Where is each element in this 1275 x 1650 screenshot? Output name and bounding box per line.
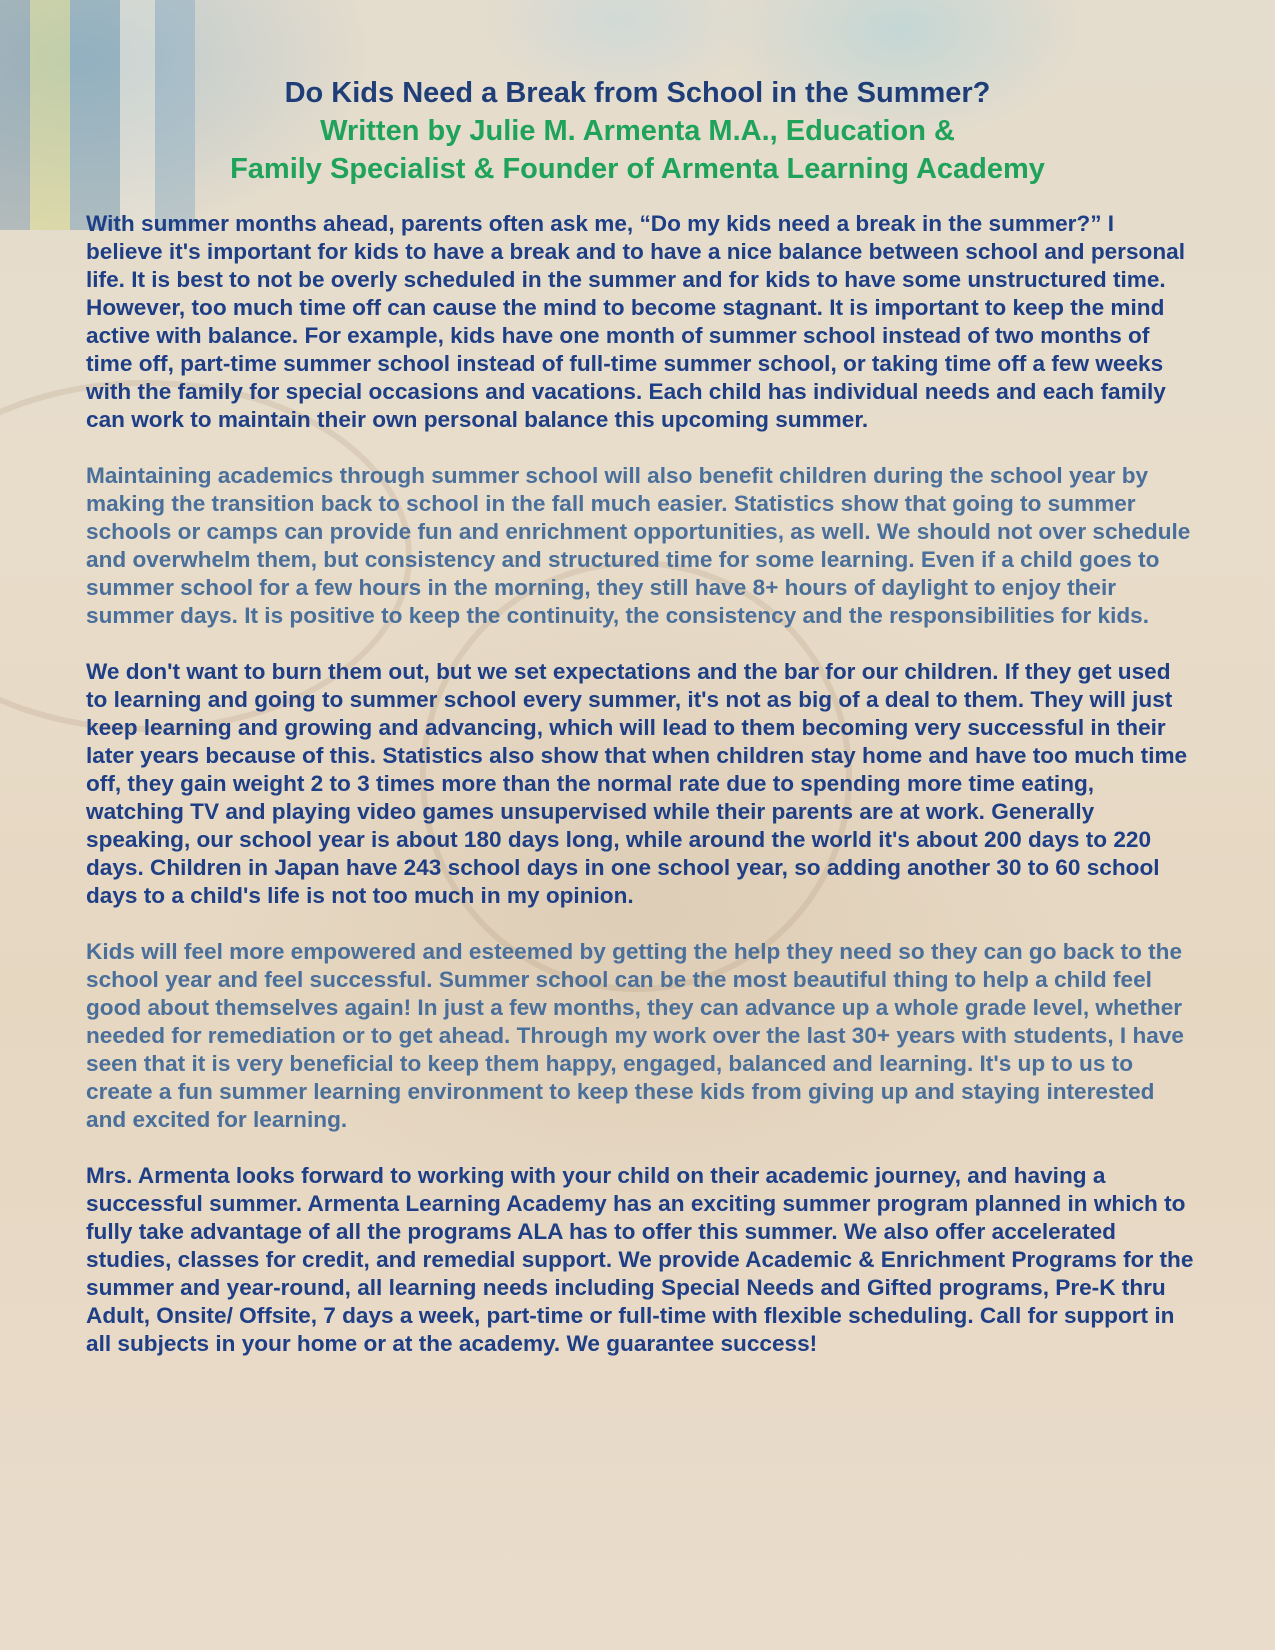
paragraph: Kids will feel more empowered and esteemed by getting the help they need so they can go back to the school year and feel successful. Summer school can be the most beautiful thing to help a child feel good about themselves again! In just a few months, they can advance up a whole grade level, whether needed for remediation or to get ahead. Through my work over the last 30+ years with students, I have seen that it is very beneficial to keep them happy, engaged, balanced and learning. It's up to us to create a fun summer learning environment to keep these kids from giving up and staying interested and excited for learning. (86, 939, 1184, 1132)
paragraph: Maintaining academics through summer school will also benefit children during the school year by making the transition back to school in the fall much easier. Statistics show that going to summer schools or camps can provide fun and enrichment opportunities, as well. We should not over schedule and overwhelm them, but consistency and structured time for some learning. Even if a child goes to summer school for a few hours in the morning, they still have 8+ hours of daylight to enjoy their summer days. It is positive to keep the continuity, the consistency and the responsibilities for kids. (86, 463, 1191, 628)
paragraph: With summer months ahead, parents often ask me, “Do my kids need a break in the summer?” I believe it's important for kids to have a break and to have a nice balance between school and personal life. It is best to not be overly scheduled in the summer and for kids to have some unstructured time. However, too much time off can cause the mind to become stagnant. It is important to keep the mind active with balance. For example, kids have one month of summer school instead of two months of time off, part-time summer school instead of full-time summer school, or taking time off a few weeks with the family for special occasions and vacations. Each child has individual needs and each family can work to maintain their own personal balance this upcoming summer. (86, 211, 1185, 432)
article-body (86, 210, 1196, 1386)
paragraph: Mrs. Armenta looks forward to working with your child on their academic journey, and having a successful summer. Armenta Learning Academy has an exciting summer program planned in which to fully take advantage of all the programs ALA has to offer this summer. We also offer accelerated studies, classes for credit, and remedial support. We provide Academic & Enrichment Programs for the summer and year-round, all learning needs including Special Needs and Gifted programs, Pre-K thru Adult, Onsite/ Offsite, 7 days a week, part-time or full-time with flexible scheduling. Call for support in all subjects in your home or at the academy. We guarantee success! (86, 1163, 1194, 1356)
article-title: Do Kids Need a Break from School in the Summer? (284, 77, 991, 109)
article-header (0, 74, 1275, 188)
byline-line-2: Family Specialist & Founder of Armenta Learning Academy (230, 153, 1045, 185)
paragraph: We don't want to burn them out, but we set expectations and the bar for our children. If they get used to learning and going to summer school every summer, it's not as big of a deal to them. They will just keep learning and growing and advancing, which will lead to them becoming very successful in their later years because of this. Statistics also show that when children stay home and have too much time off, they gain weight 2 to 3 times more than the normal rate due to spending more time eating, watching TV and playing video games unsupervised while their parents are at work. Generally speaking, our school year is about 180 days long, while around the world it's about 200 days to 220 days. Children in Japan have 243 school days in one school year, so adding another 30 to 60 school days to a child's life is not too much in my opinion. (86, 659, 1188, 908)
byline-line-1: Written by Julie M. Armenta M.A., Education & (320, 115, 955, 147)
